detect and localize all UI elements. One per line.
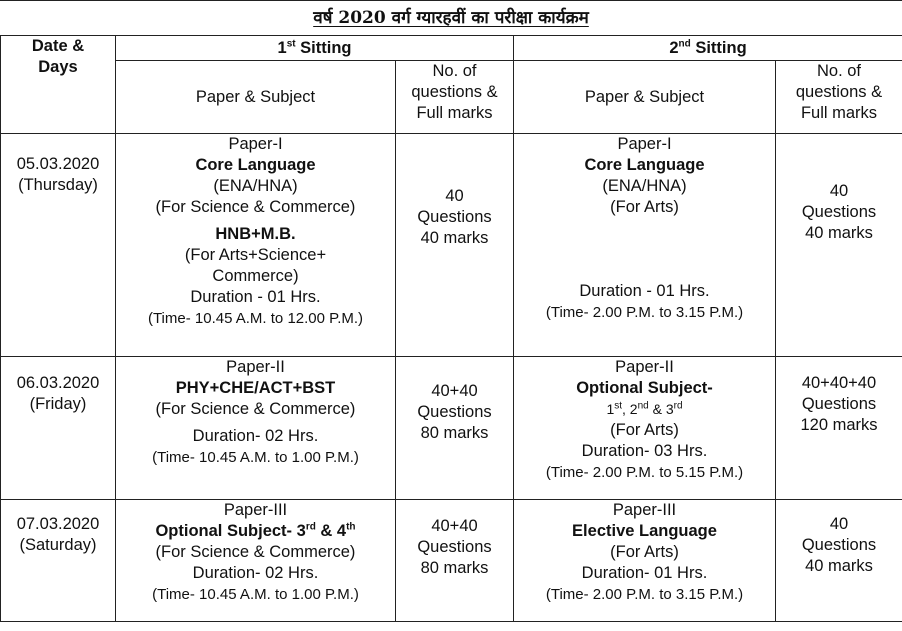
table-row <box>1 134 902 357</box>
header-questions-marks-1: No. of questions & Full marks <box>396 61 514 134</box>
header-paper-subject-2: Paper & Subject <box>514 61 776 134</box>
header-date-days: Date & Days <box>1 36 116 134</box>
date-cell: 05.03.2020 (Thursday) <box>1 134 116 357</box>
sitting2-qm-cell: 40 Questions 40 marks <box>776 134 902 357</box>
header-paper-subject-1: Paper & Subject <box>116 61 396 134</box>
table-row <box>1 500 902 622</box>
date-cell: 06.03.2020 (Friday) <box>1 357 116 500</box>
header-row-columns <box>1 61 902 134</box>
table-row <box>1 357 902 500</box>
sitting1-qm-cell: 40+40 Questions 80 marks <box>396 500 514 622</box>
header-row-sittings <box>1 36 902 61</box>
sitting1-paper-cell: Paper-I Core Language (ENA/HNA) (For Science & Commerce) HNB+M.B. (For Arts+Science+ Commerce) Duration - 01 Hrs. (Time- 10.45 A.M. to 12.00 P.M.) <box>116 134 396 357</box>
sitting2-paper-cell: Paper-I Core Language (ENA/HNA) (For Arts) Duration - 01 Hrs. (Time- 2.00 P.M. to 3.15 P.M.) <box>514 134 776 357</box>
sitting1-paper-cell: Paper-III Optional Subject- 3rd & 4th (For Science & Commerce) Duration- 02 Hrs. (Time- 10.45 A.M. to 1.00 P.M.) <box>116 500 396 622</box>
header-sitting-2: 2nd Sitting <box>514 36 902 61</box>
sitting2-paper-cell: Paper-III Elective Language (For Arts) Duration- 01 Hrs. (Time- 2.00 P.M. to 3.15 P.M.) <box>514 500 776 622</box>
sitting1-paper-cell: Paper-II PHY+CHE/ACT+BST (For Science & Commerce) Duration- 02 Hrs. (Time- 10.45 A.M. to 1.00 P.M.) <box>116 357 396 500</box>
header-sitting-1: 1st Sitting <box>116 36 514 61</box>
header-questions-marks-2: No. of questions & Full marks <box>776 61 902 134</box>
sitting1-qm-cell: 40 Questions 40 marks <box>396 134 514 357</box>
page-title: वर्ष 2020 वर्ग ग्यारहवीं का परीक्षा कार्यक्रम <box>313 8 589 28</box>
sitting1-qm-cell: 40+40 Questions 80 marks <box>396 357 514 500</box>
sitting2-qm-cell: 40+40+40 Questions 120 marks <box>776 357 902 500</box>
sitting2-qm-cell: 40 Questions 40 marks <box>776 500 902 622</box>
date-cell: 07.03.2020 (Saturday) <box>1 500 116 622</box>
schedule-table <box>0 35 902 622</box>
top-rule <box>0 0 902 1</box>
sitting2-paper-cell: Paper-II Optional Subject- 1st, 2nd & 3rd (For Arts) Duration- 03 Hrs. (Time- 2.00 P.M. to 5.15 P.M.) <box>514 357 776 500</box>
